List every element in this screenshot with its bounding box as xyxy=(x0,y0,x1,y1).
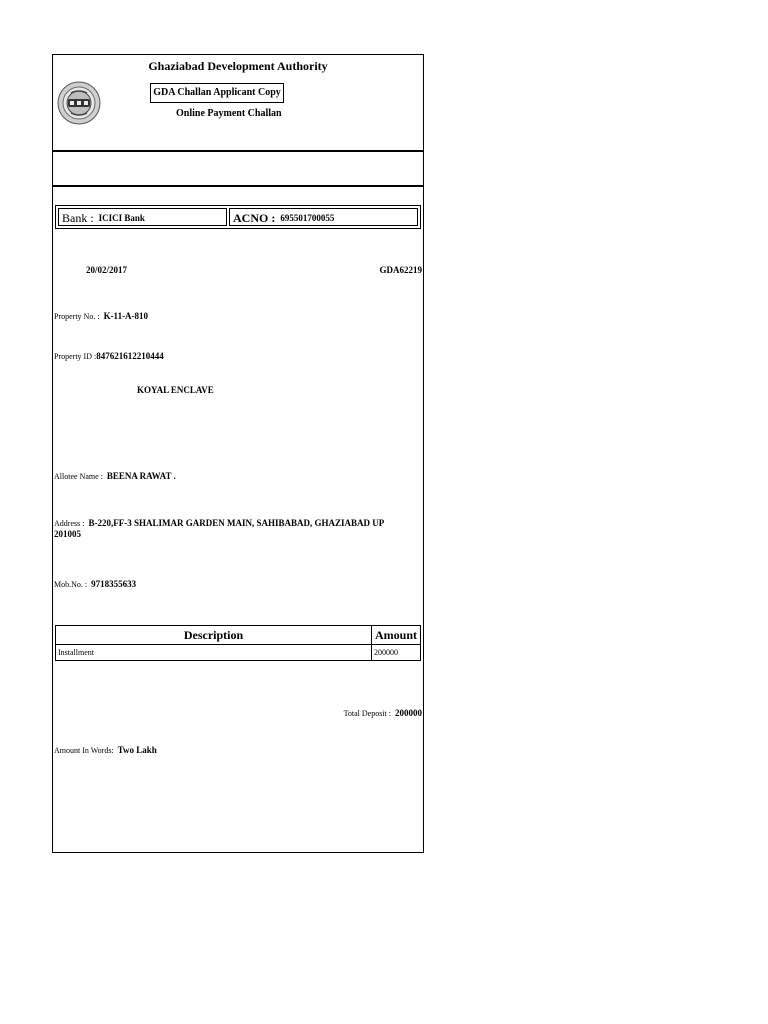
address-row xyxy=(54,513,384,531)
col-description-header: Description xyxy=(56,626,372,645)
acno-cell xyxy=(229,208,418,226)
address-line2: 201005 xyxy=(54,529,81,539)
table-header-row xyxy=(56,626,421,645)
property-no-row xyxy=(54,306,148,324)
challan-date: 20/02/2017 xyxy=(86,265,128,275)
property-id-row xyxy=(54,346,164,364)
property-id-value: 847621612210444 xyxy=(96,351,164,361)
acno-label: ACNO : xyxy=(233,210,276,225)
challan-document xyxy=(52,54,424,853)
divider-bottom xyxy=(53,185,423,187)
allotee-name-label: Allotee Name : xyxy=(54,472,103,481)
amount-words-row xyxy=(54,740,157,758)
row-description: Installment xyxy=(56,645,372,661)
total-deposit-row xyxy=(344,703,422,721)
allotee-name-value: BEENA RAWAT . xyxy=(106,471,176,481)
address-label: Address : xyxy=(54,519,85,528)
copy-label-box: GDA Challan Applicant Copy xyxy=(150,83,284,103)
bank-label: Bank : xyxy=(62,210,94,225)
property-id-label: Property ID : xyxy=(54,352,97,361)
scheme-name: KOYAL ENCLAVE xyxy=(137,385,214,395)
gda-seal-icon xyxy=(57,81,101,125)
row-amount: 200000 xyxy=(372,645,421,661)
allotee-name-row xyxy=(54,466,176,484)
property-no-label: Property No. : xyxy=(54,312,100,321)
challan-subtitle: Online Payment Challan xyxy=(176,108,282,119)
acno-value: 695501700055 xyxy=(280,213,335,223)
mobile-value: 9718355633 xyxy=(91,579,137,589)
total-deposit-label: Total Deposit : xyxy=(343,709,391,718)
org-title: Ghaziabad Development Authority xyxy=(148,59,328,73)
amount-words-value: Two Lakh xyxy=(117,745,157,755)
mobile-row xyxy=(54,574,136,592)
divider-top xyxy=(53,150,423,152)
mobile-label: Mob.No. : xyxy=(54,580,88,589)
bank-info-box xyxy=(55,205,421,229)
challan-ref: GDA62219 xyxy=(379,265,422,275)
col-amount-header: Amount xyxy=(372,626,421,645)
bank-value: ICICI Bank xyxy=(98,213,145,223)
amount-words-label: Amount In Words: xyxy=(54,746,114,755)
property-no-value: K-11-A-810 xyxy=(103,311,149,321)
payment-table xyxy=(55,625,421,661)
address-line1: B-220,FF-3 SHALIMAR GARDEN MAIN, SAHIBABAD, GHAZIABAD UP xyxy=(88,518,385,528)
total-deposit-value: 200000 xyxy=(395,708,422,718)
table-row xyxy=(56,645,421,661)
bank-cell xyxy=(58,208,227,226)
